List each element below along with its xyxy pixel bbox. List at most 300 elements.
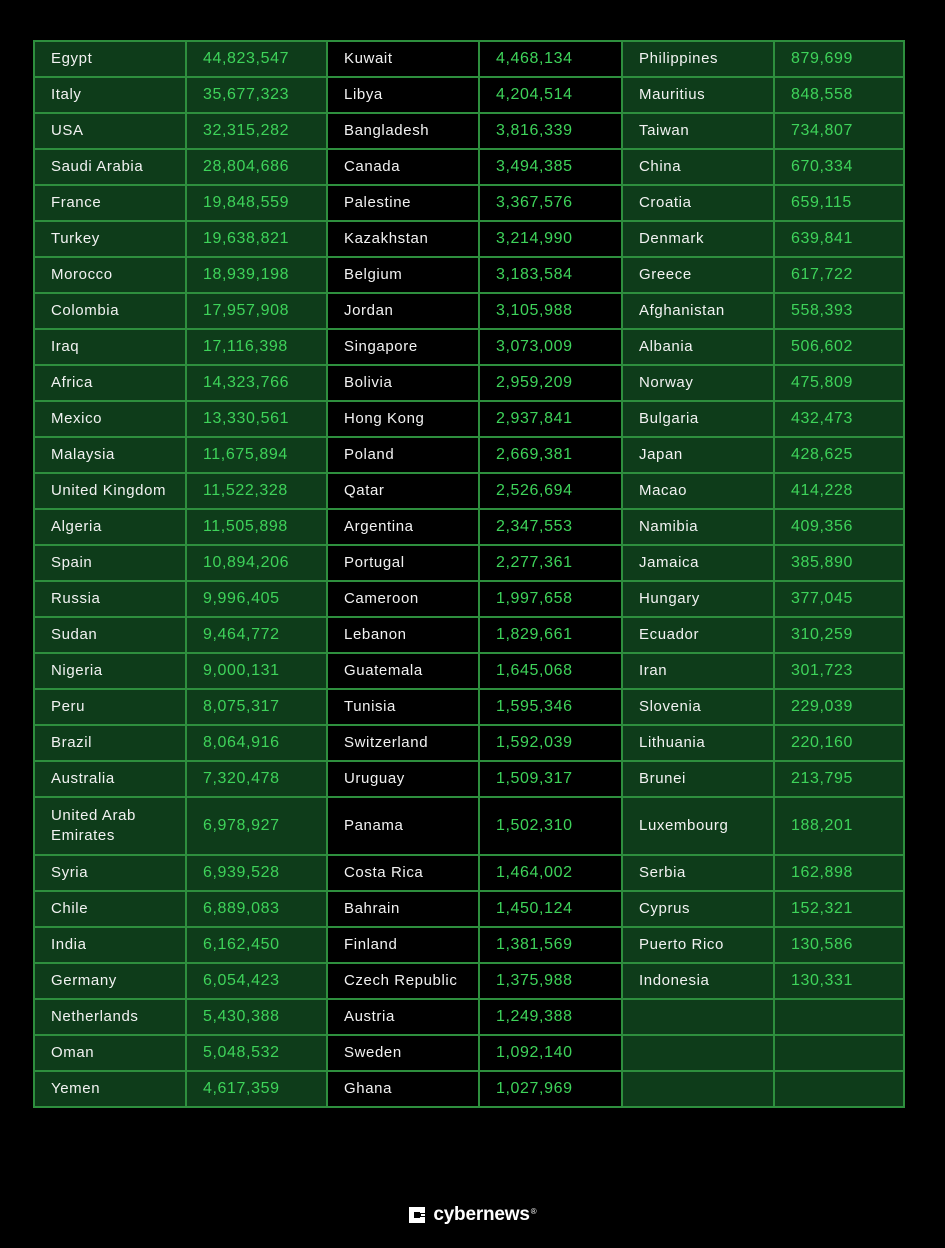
country-cell [622,365,774,401]
country-value: 2,937,841 [496,410,573,427]
country-cell [34,653,186,689]
country-name: Mauritius [639,86,706,103]
country-cell [34,999,186,1035]
value-cell [479,1035,622,1071]
country-value: 1,375,988 [496,972,573,989]
value-cell [186,185,327,221]
table-row [34,1035,904,1071]
country-name: Czech Republic [344,972,458,989]
country-name: Argentina [344,518,414,535]
value-cell [479,927,622,963]
table-row [34,761,904,797]
country-value: 734,807 [791,122,854,139]
country-value: 1,381,569 [496,936,573,953]
country-cell [327,401,479,437]
country-value: 9,996,405 [203,590,280,607]
value-cell [479,725,622,761]
country-cell [34,473,186,509]
country-cell [622,257,774,293]
table-row [34,617,904,653]
value-cell [186,725,327,761]
value-cell [774,689,904,725]
value-cell [186,77,327,113]
country-value: 3,816,339 [496,122,573,139]
country-value: 6,889,083 [203,900,280,917]
country-cell [622,437,774,473]
country-value: 1,645,068 [496,662,573,679]
value-cell [479,689,622,725]
country-value: 1,249,388 [496,1008,573,1025]
value-cell [479,329,622,365]
table-row [34,149,904,185]
country-name: Italy [51,86,82,103]
country-cell [34,329,186,365]
value-cell [774,1035,904,1071]
country-cell [327,927,479,963]
table-row [34,999,904,1035]
country-cell [34,963,186,999]
country-name: Bahrain [344,900,400,917]
country-name: Finland [344,936,398,953]
value-cell [774,473,904,509]
country-name: Denmark [639,230,705,247]
country-value: 6,939,528 [203,864,280,881]
country-value: 409,356 [791,518,854,535]
value-cell [186,999,327,1035]
country-value: 377,045 [791,590,854,607]
country-value: 310,259 [791,626,854,643]
country-name: Iraq [51,338,80,355]
country-name: Peru [51,698,86,715]
country-name: Turkey [51,230,100,247]
country-value: 475,809 [791,374,854,391]
country-cell [327,293,479,329]
country-value: 6,162,450 [203,936,280,953]
country-value: 848,558 [791,86,854,103]
country-cell [34,617,186,653]
value-cell [774,761,904,797]
country-name: Libya [344,86,383,103]
value-cell [479,617,622,653]
country-name: Palestine [344,194,412,211]
country-name: China [639,158,682,175]
country-cell [34,1071,186,1107]
country-name: Portugal [344,554,405,571]
country-cell [34,509,186,545]
country-value: 11,522,328 [203,482,288,499]
value-cell [186,293,327,329]
country-name: Nigeria [51,662,103,679]
country-cell [622,113,774,149]
table-row [34,77,904,113]
country-cell [34,185,186,221]
value-cell [479,365,622,401]
country-value: 5,430,388 [203,1008,280,1025]
value-cell [479,999,622,1035]
table-row [34,257,904,293]
value-cell [774,1071,904,1107]
country-name: Belgium [344,266,403,283]
table-row [34,185,904,221]
country-value-table [33,40,905,1108]
country-name: Croatia [639,194,692,211]
country-cell [622,761,774,797]
country-name: Colombia [51,302,120,319]
country-name: USA [51,122,84,139]
table-row [34,113,904,149]
value-cell [479,653,622,689]
value-cell [774,329,904,365]
value-cell [479,185,622,221]
country-value: 432,473 [791,410,854,427]
country-value: 162,898 [791,864,854,881]
country-cell [327,329,479,365]
country-value: 1,027,969 [496,1080,573,1097]
country-cell [34,927,186,963]
table-row [34,329,904,365]
country-cell [622,185,774,221]
country-value: 2,347,553 [496,518,573,535]
country-name: Brazil [51,734,93,751]
country-value: 5,048,532 [203,1044,280,1061]
country-cell [327,653,479,689]
value-cell [186,855,327,891]
value-cell [479,257,622,293]
country-name: Greece [639,266,692,283]
country-value: 35,677,323 [203,86,290,103]
country-cell [327,891,479,927]
country-cell [327,1071,479,1107]
country-value: 188,201 [791,817,854,834]
value-cell [479,891,622,927]
value-cell [774,221,904,257]
value-cell [479,1071,622,1107]
country-name: Tunisia [344,698,396,715]
value-cell [479,221,622,257]
country-name: Indonesia [639,972,710,989]
country-name: Russia [51,590,101,607]
country-name: Guatemala [344,662,423,679]
country-name: France [51,194,102,211]
value-cell [774,797,904,855]
cybernews-logo-icon [408,1206,426,1224]
country-name: Luxembourg [639,817,729,834]
value-cell [479,437,622,473]
country-name: Netherlands [51,1008,139,1025]
country-cell [622,653,774,689]
value-cell [186,653,327,689]
value-cell [774,927,904,963]
country-value: 229,039 [791,698,854,715]
country-cell [327,855,479,891]
value-cell [774,113,904,149]
value-cell [774,293,904,329]
country-value: 2,669,381 [496,446,573,463]
country-name: Hungary [639,590,700,607]
country-name: Jamaica [639,554,700,571]
country-name: Albania [639,338,694,355]
country-name: Canada [344,158,401,175]
value-cell [774,401,904,437]
country-cell [34,689,186,725]
country-name: Norway [639,374,694,391]
value-cell [186,581,327,617]
value-cell [186,221,327,257]
country-cell [327,545,479,581]
table-row [34,689,904,725]
value-cell [479,149,622,185]
value-cell [186,41,327,77]
country-name: Syria [51,864,89,881]
country-cell [622,401,774,437]
country-cell [34,581,186,617]
value-cell [479,761,622,797]
country-value: 19,638,821 [203,230,290,247]
value-cell [186,545,327,581]
value-cell [774,855,904,891]
value-cell [186,113,327,149]
country-cell [622,797,774,855]
country-value: 4,468,134 [496,50,573,67]
country-name: Macao [639,482,688,499]
country-name: Jordan [344,302,394,319]
country-cell [622,329,774,365]
table-row [34,891,904,927]
country-name: Panama [344,817,404,834]
country-cell [327,149,479,185]
country-value: 130,331 [791,972,854,989]
country-cell [34,365,186,401]
country-cell [34,293,186,329]
country-value: 9,464,772 [203,626,280,643]
country-name: Qatar [344,482,385,499]
value-cell [774,77,904,113]
country-value: 385,890 [791,554,854,571]
table-row [34,509,904,545]
country-name: Sudan [51,626,98,643]
country-value: 130,586 [791,936,854,953]
table-row [34,855,904,891]
country-value: 1,464,002 [496,864,573,881]
country-name: Singapore [344,338,418,355]
country-value: 17,957,908 [203,302,290,319]
value-cell [479,797,622,855]
registered-mark: ® [530,1206,537,1216]
country-cell [327,1035,479,1071]
country-name: Mexico [51,410,103,427]
country-value: 32,315,282 [203,122,290,139]
country-value: 617,722 [791,266,854,283]
country-cell [622,689,774,725]
country-cell [622,963,774,999]
country-name: Iran [639,662,668,679]
table-row [34,293,904,329]
value-cell [479,473,622,509]
country-cell [327,473,479,509]
country-cell [34,437,186,473]
country-cell [327,689,479,725]
country-cell [622,891,774,927]
country-cell [622,77,774,113]
country-cell [34,761,186,797]
country-cell [34,113,186,149]
country-value: 11,675,894 [203,446,288,463]
table-row [34,581,904,617]
country-value: 3,494,385 [496,158,573,175]
value-cell [774,891,904,927]
table-row [34,221,904,257]
country-name: Costa Rica [344,864,424,881]
value-cell [186,509,327,545]
country-cell [327,509,479,545]
country-value: 14,323,766 [203,374,290,391]
country-cell [34,401,186,437]
country-cell [327,77,479,113]
value-cell [479,77,622,113]
table-row [34,1071,904,1107]
country-cell [622,1035,774,1071]
value-cell [774,617,904,653]
country-name: Saudi Arabia [51,158,144,175]
country-value: 11,505,898 [203,518,288,535]
country-value: 3,367,576 [496,194,573,211]
country-name: Yemen [51,1080,101,1097]
value-cell [186,927,327,963]
country-cell [34,221,186,257]
country-cell [327,725,479,761]
country-value: 2,526,694 [496,482,573,499]
country-cell [327,797,479,855]
country-value: 4,617,359 [203,1080,280,1097]
country-cell [34,41,186,77]
country-cell [327,963,479,999]
country-name: Cameroon [344,590,419,607]
country-name: Uruguay [344,770,405,787]
value-cell [479,41,622,77]
country-cell [327,761,479,797]
value-cell [479,963,622,999]
table-row [34,963,904,999]
value-cell [186,797,327,855]
country-cell [34,257,186,293]
value-cell [479,293,622,329]
country-cell [622,221,774,257]
table-row [34,797,904,855]
value-cell [774,545,904,581]
brand-name: cybernews [433,1204,530,1225]
country-name: Slovenia [639,698,702,715]
brand-footer [0,1204,945,1226]
country-name: Sweden [344,1044,402,1061]
country-value: 18,939,198 [203,266,290,283]
country-name: Kuwait [344,50,393,67]
country-value: 659,115 [791,194,852,211]
country-cell [327,581,479,617]
value-cell [479,113,622,149]
country-value: 3,214,990 [496,230,573,247]
country-cell [34,725,186,761]
country-value: 1,509,317 [496,770,573,787]
country-name: India [51,936,87,953]
country-value: 879,699 [791,50,854,67]
country-value: 7,320,478 [203,770,280,787]
country-name: Hong Kong [344,410,425,427]
country-value: 3,183,584 [496,266,573,283]
country-name: Ghana [344,1080,393,1097]
country-value: 6,054,423 [203,972,280,989]
country-cell [34,77,186,113]
value-cell [774,653,904,689]
country-name: Bolivia [344,374,393,391]
country-name: Bulgaria [639,410,699,427]
value-cell [479,401,622,437]
country-name: Poland [344,446,395,463]
value-cell [186,891,327,927]
country-value: 301,723 [791,662,854,679]
country-value: 9,000,131 [203,662,280,679]
value-cell [186,473,327,509]
country-cell [622,149,774,185]
country-cell [622,617,774,653]
country-name: Germany [51,972,117,989]
country-value: 1,829,661 [496,626,573,643]
value-cell [186,689,327,725]
country-cell [622,927,774,963]
country-name: Algeria [51,518,102,535]
country-name: Malaysia [51,446,115,463]
table-row [34,725,904,761]
country-name: Taiwan [639,122,690,139]
country-value: 152,321 [791,900,854,917]
value-cell [774,725,904,761]
country-name: United Arab Emirates [51,807,136,844]
country-name: Morocco [51,266,113,283]
value-cell [479,545,622,581]
country-name: Bangladesh [344,122,430,139]
table-row [34,473,904,509]
country-cell [34,545,186,581]
country-name: Spain [51,554,93,571]
country-cell [622,725,774,761]
value-cell [186,963,327,999]
country-value: 19,848,559 [203,194,290,211]
country-value: 1,997,658 [496,590,573,607]
country-value: 8,064,916 [203,734,280,751]
country-value: 220,160 [791,734,854,751]
country-value: 1,595,346 [496,698,573,715]
value-cell [774,149,904,185]
value-cell [774,41,904,77]
country-cell [622,1071,774,1107]
country-value: 506,602 [791,338,854,355]
country-name: Australia [51,770,115,787]
country-value: 558,393 [791,302,854,319]
country-name: Philippines [639,50,719,67]
value-cell [186,365,327,401]
country-value: 1,092,140 [496,1044,573,1061]
country-value: 4,204,514 [496,86,573,103]
value-cell [774,437,904,473]
country-name: Egypt [51,50,93,67]
value-cell [186,401,327,437]
value-cell [774,185,904,221]
country-value: 670,334 [791,158,854,175]
country-name: Cyprus [639,900,691,917]
country-value: 1,592,039 [496,734,573,751]
country-cell [622,473,774,509]
value-cell [186,1035,327,1071]
value-cell [774,581,904,617]
